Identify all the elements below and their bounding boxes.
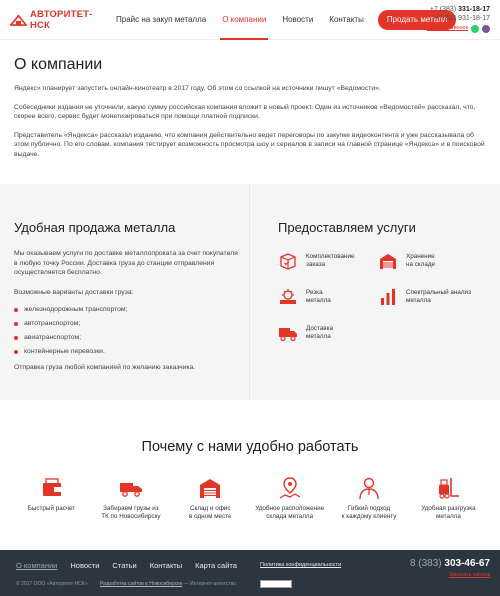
service-label <box>306 325 333 341</box>
why-item-warehouse <box>171 475 250 521</box>
sale-outro: Отправка груза любой компанией по желанию заказчика. <box>14 364 196 371</box>
copyright: © 2017 ООО «Авторитет-НСК» <box>16 581 88 587</box>
service-label <box>406 253 435 269</box>
service-item-delivery <box>278 321 378 345</box>
footer-nav-about[interactable]: О компании <box>16 561 58 570</box>
logo-text: АВТОРИТЕТ-НСК <box>29 8 93 31</box>
why-section <box>0 400 500 550</box>
service-line: Хранение <box>406 253 435 260</box>
why-label: ТК по Новосибирску <box>101 513 161 520</box>
why-label: Быстрый расчет <box>27 505 76 512</box>
list-item: авиатранспортом; <box>14 331 239 345</box>
footer-call-link[interactable]: Заказать звонок <box>448 572 490 578</box>
footer-nav-sitemap[interactable]: Карта сайта <box>195 561 237 570</box>
sell-metal-button[interactable]: Продать металл <box>378 10 457 30</box>
service-label <box>406 289 471 305</box>
services-title: Предоставляем услуги <box>278 220 416 235</box>
list-item: железнодорожным транспортом; <box>14 303 239 317</box>
viber-icon[interactable] <box>482 25 490 33</box>
box-check-icon <box>278 251 298 271</box>
service-item-storage <box>378 249 478 273</box>
about-paragraph: Яндекс» планирует запустить онлайн-кинотеатр в 2017 году. Об этом со ссылкой на источники пишут «Ведомости». <box>14 85 381 92</box>
why-label: в одном месте <box>189 513 232 520</box>
services-grid <box>278 249 488 345</box>
service-label <box>306 253 355 269</box>
why-label: к каждому клиенту <box>341 513 397 520</box>
header-call-link[interactable]: Заказать звонок <box>426 25 468 31</box>
services-column <box>278 220 488 345</box>
page-title: О компании <box>14 56 103 73</box>
phone-main: 331-18-17 <box>458 6 490 13</box>
wallet-icon <box>39 475 65 501</box>
sale-column <box>14 220 239 373</box>
why-label: Удобная разгрузка <box>421 505 476 512</box>
service-line: Доставка <box>306 325 334 332</box>
footer-phone[interactable] <box>410 558 490 569</box>
why-item-fast <box>12 475 91 521</box>
delivery-list <box>14 303 239 359</box>
why-label: Гибкий подход <box>347 505 391 512</box>
footer-nav-contacts[interactable]: Контакты <box>149 561 183 570</box>
phone-prefix: +7 (383) <box>429 6 459 13</box>
visit-counter-badge[interactable] <box>260 580 292 588</box>
service-line: металла <box>306 297 331 304</box>
service-item-cutting <box>278 285 378 309</box>
sale-title: Удобная продажа металла <box>14 220 176 235</box>
service-line: металла <box>406 297 431 304</box>
service-line: Спектральный анализ <box>406 289 471 296</box>
truck-icon <box>278 323 298 343</box>
why-label: Удобное расположение <box>255 505 325 512</box>
service-line: заказа <box>306 261 326 268</box>
phone-prefix: 8 (383) <box>409 558 445 569</box>
site-footer <box>0 550 500 596</box>
why-label: металла <box>436 513 461 520</box>
why-label: Забираем грузы из <box>103 505 159 512</box>
footer-nav-news[interactable]: Новости <box>70 561 100 570</box>
privacy-policy-link[interactable]: Политика конфиденциальности <box>260 562 342 568</box>
saw-cutting-icon <box>278 287 298 307</box>
nav-item-news[interactable]: Новости <box>282 15 314 24</box>
why-item-pickup <box>91 475 170 521</box>
about-paragraph: Представитель «Яндекса» рассказал изданию, что компания действительно ведет переговоры по закупке видеоконтента и уже рассказывала об этом публично. По его словам, компания тестирует возможность просмотра шоу и сериалов в записи на главной странице «Яндекса» и в поисковой выдаче. <box>14 131 485 158</box>
developer-link[interactable]: Разработка сайтов в Новосибирске <box>100 581 183 587</box>
manager-icon <box>356 475 382 501</box>
warehouse-office-icon <box>197 475 223 501</box>
why-label: Склад и офис <box>189 505 231 512</box>
logo-roof-icon <box>10 13 27 27</box>
phone-main: 303-46-67 <box>444 558 490 569</box>
why-item-unloading <box>409 475 488 521</box>
developer-credit <box>100 581 236 587</box>
warehouse-icon <box>378 251 398 271</box>
header-contacts <box>427 5 490 33</box>
logo[interactable] <box>10 9 100 31</box>
why-label: склада металла <box>266 513 314 520</box>
header-phone-2[interactable]: +7 903 931-18-17 <box>434 15 490 22</box>
footer-nav-articles[interactable]: Статьи <box>112 561 137 570</box>
about-paragraph: Собеседники издания не уточнили, какую сумму российская компания вложит в новый проект. Один из источников «Ведомостей» рассказал, что, скорее всего, сервис будет монетизироваться при помощи платной подписки. <box>14 103 476 120</box>
forklift-icon <box>435 475 461 501</box>
main-nav <box>108 0 372 40</box>
site-header <box>0 0 500 40</box>
call-row <box>427 24 490 33</box>
spectral-chart-icon <box>378 287 398 307</box>
services-section <box>0 184 500 400</box>
developer-company: — Интернет-агентство <box>182 581 236 587</box>
trucks-icon <box>118 475 144 501</box>
service-line: Комплектование <box>306 253 355 260</box>
header-phone-1[interactable] <box>427 5 490 14</box>
whatsapp-icon[interactable] <box>471 25 479 33</box>
service-item-analysis <box>378 285 478 309</box>
map-location-icon <box>277 475 303 501</box>
nav-item-about[interactable]: О компании <box>214 0 274 40</box>
why-title: Почему с нами удобно работать <box>141 439 359 455</box>
service-line: металла <box>306 333 331 340</box>
why-row <box>0 475 500 521</box>
sale-intro: Мы оказываем услуги по доставке металлопроката за счет покупателя в любую точку России. Доставка груза до станции отправления осуществляется бесплатно. <box>14 250 238 276</box>
service-label <box>306 289 331 305</box>
service-item-order <box>278 249 378 273</box>
nav-item-contacts[interactable]: Контакты <box>329 15 364 24</box>
footer-nav <box>16 561 237 570</box>
column-divider <box>249 184 250 400</box>
list-item: автотранспортом; <box>14 317 239 331</box>
list-item: контейнерные перевозки. <box>14 345 239 359</box>
why-item-location <box>250 475 329 521</box>
why-item-flexible <box>330 475 409 521</box>
service-line: Резка <box>306 289 323 296</box>
nav-item-price[interactable]: Прайс на закуп металла <box>116 15 207 24</box>
service-line: на складе <box>406 261 436 268</box>
sale-variants-title: Возможные варианты доставки груза: <box>14 288 134 296</box>
